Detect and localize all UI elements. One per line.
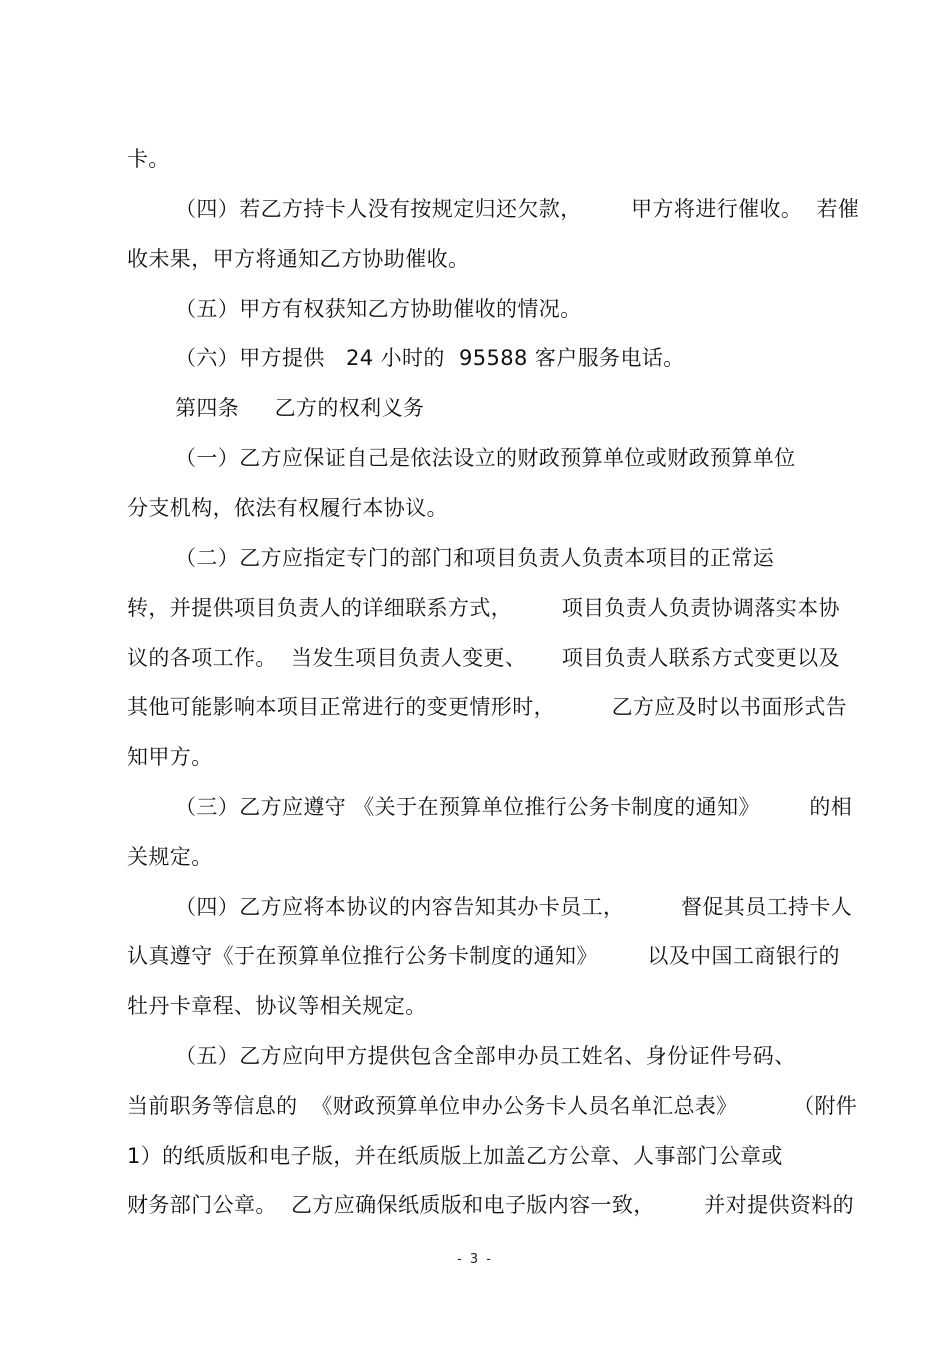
text-line: （四）若乙方持卡人没有按规定归还欠款， 甲方将进行催收。 若催 [175,197,860,221]
page-number: - 3 - [457,1252,493,1267]
text-line: 分支机构，依法有权履行本协议。 [127,496,448,520]
text-line: 议的各项工作。 当发生项目负责人变更、 项目负责人联系方式变更以及 [127,646,840,670]
text-line: 关规定。 [127,845,213,869]
text-line: 1）的纸质版和电子版，并在纸质版上加盖乙方公章、人事部门公章或 [127,1144,783,1168]
text-line: （三）乙方应遵守 《关于在预算单位推行公务卡制度的通知》 的相 [175,795,853,819]
text-line: 牡丹卡章程、协议等相关规定。 [127,994,427,1018]
text-line: （五）甲方有权获知乙方协助催收的情况。 [175,297,582,321]
text-line: 转，并提供项目负责人的详细联系方式， 项目负责人负责协调落实本协 [127,596,840,620]
text-line: （二）乙方应指定专门的部门和项目负责人负责本项目的正常运 [175,546,775,570]
text-line: 知甲方。 [127,745,213,769]
text-line: （四）乙方应将本协议的内容告知其办卡员工， 督促其员工持卡人 [175,895,853,919]
text-line: 卡。 [127,147,170,171]
text-line: （六）甲方提供 24 小时的 95588 客户服务电话。 [175,346,685,370]
text-line: 当前职务等信息的 《财政预算单位申办公务卡人员名单汇总表》 （附件 [127,1094,858,1118]
text-line: （一）乙方应保证自己是依法设立的财政预算单位或财政预算单位 [175,446,796,470]
text-line: （五）乙方应向甲方提供包含全部申办员工姓名、身份证件号码、 [175,1044,796,1068]
section-heading: 第四条 乙方的权利义务 [175,396,425,420]
text-line: 收未果，甲方将通知乙方协助催收。 [127,247,470,271]
text-line: 其他可能影响本项目正常进行的变更情形时， 乙方应及时以书面形式告 [127,695,847,719]
text-line: 财务部门公章。 乙方应确保纸质版和电子版内容一致， 并对提供资料的 [127,1193,855,1217]
text-line: 认真遵守《于在预算单位推行公务卡制度的通知》 以及中国工商银行的 [127,944,840,968]
